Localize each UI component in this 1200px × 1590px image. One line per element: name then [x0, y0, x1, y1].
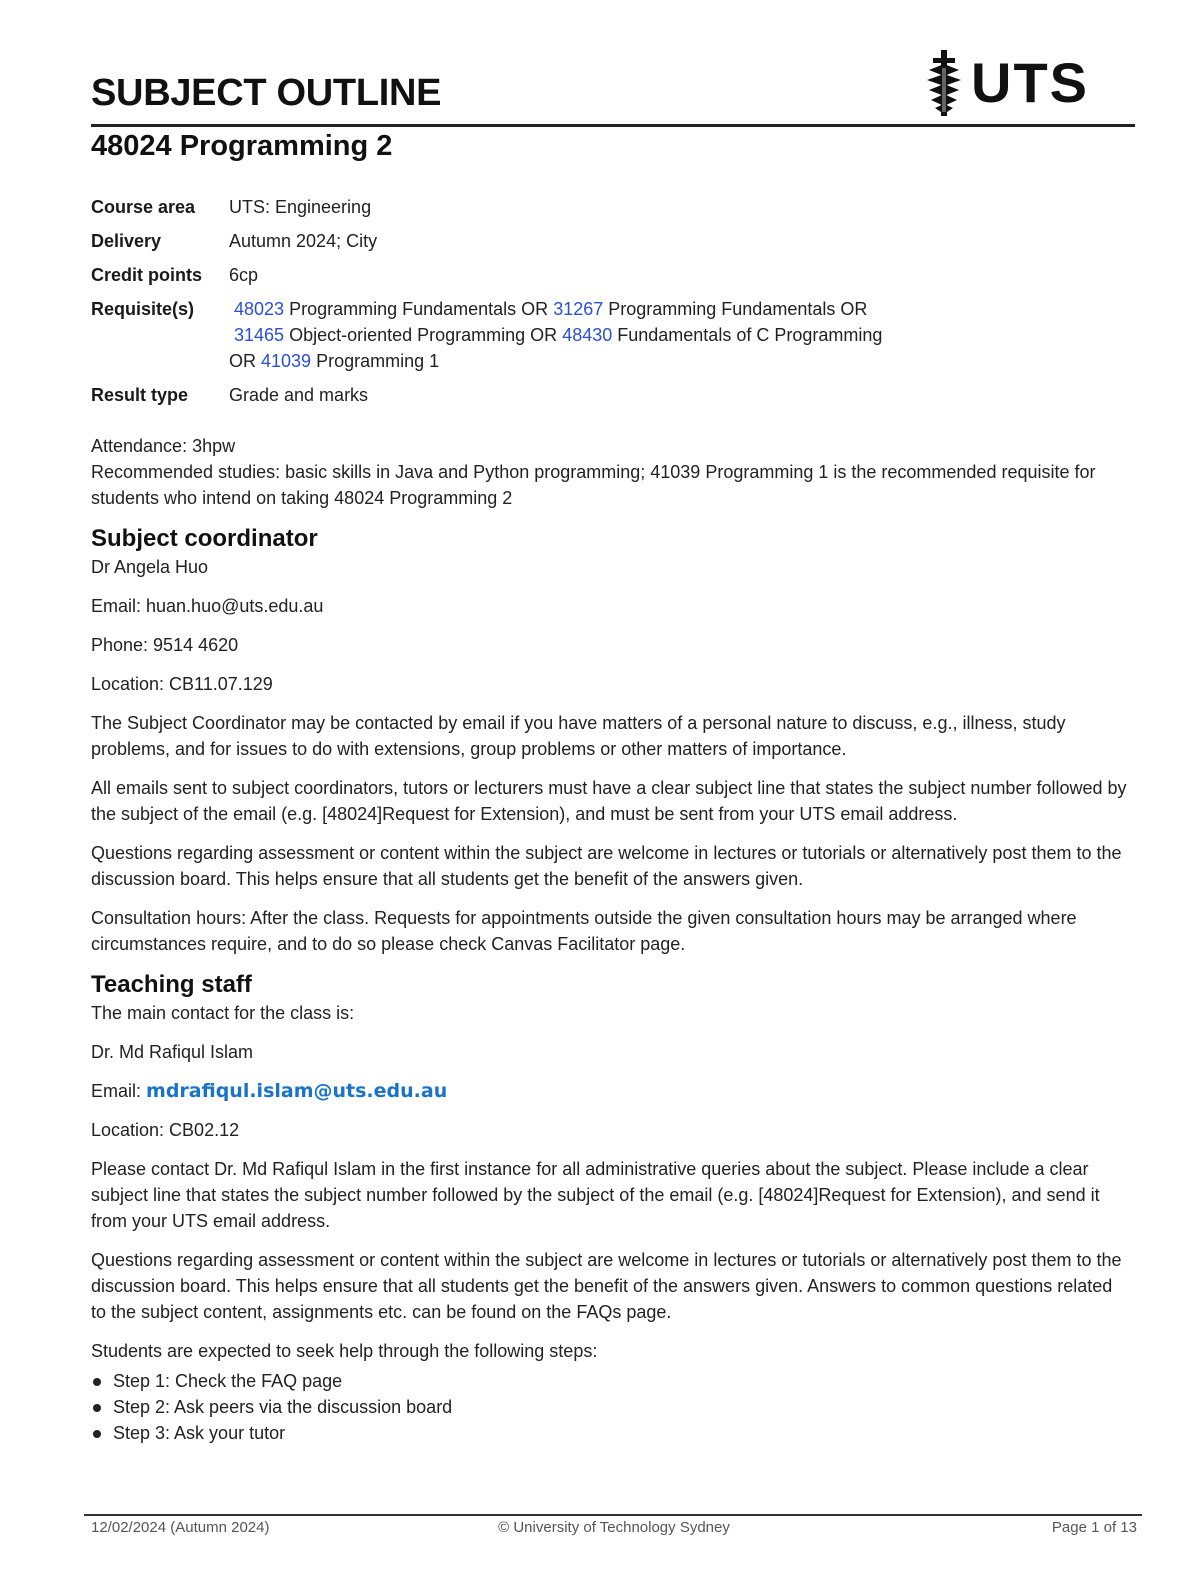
staff-location: Location: CB02.12 [91, 1120, 240, 1140]
step-text: Step 1: Check the FAQ page [113, 1371, 343, 1391]
list-item [91, 1368, 1131, 1394]
requisite-line [229, 322, 882, 348]
uts-logo [925, 50, 1089, 116]
coordinator-phone: Phone: 9514 4620 [91, 635, 239, 655]
step-text: Step 2: Ask peers via the discussion board [113, 1397, 453, 1417]
document-header [91, 51, 1135, 126]
document-body [91, 433, 1131, 1446]
requisite-link[interactable]: 48023 [234, 299, 285, 319]
requisite-name: Programming 1 [311, 351, 440, 371]
attendance-text: Attendance: 3hpw [91, 436, 236, 456]
meta-value: Autumn 2024; City [229, 231, 378, 251]
bullet-icon [93, 1378, 101, 1386]
header-divider [91, 124, 1135, 127]
staff-name: Dr. Md Rafiqul Islam [91, 1042, 254, 1062]
paragraph: The Subject Coordinator may be contacted by email if you have matters of a personal nature to discuss, e.g., illness, study problems, and for issues to do with extensions, group problems or other matters of importance. [91, 713, 1066, 759]
requisite-link[interactable]: 41039 [261, 351, 312, 371]
document-title: SUBJECT OUTLINE [91, 72, 442, 114]
paragraph: Questions regarding assessment or content within the subject are welcome in lectures or tutorials or alternatively post them to the discussion board. This helps ensure that all students get the benefit of the answers given. [91, 843, 1122, 889]
requisites-list [229, 296, 882, 374]
staff-email-link[interactable]: mdrafiqul.islam@uts.edu.au [146, 1080, 448, 1102]
subject-meta-table [91, 194, 1091, 416]
meta-value: 6cp [229, 265, 259, 285]
requisite-link[interactable]: 48430 [562, 325, 613, 345]
footer-date: 12/02/2024 (Autumn 2024) [91, 1519, 270, 1536]
meta-label: Requisite(s) [91, 299, 195, 319]
requisite-name: Programming Fundamentals OR [284, 299, 554, 319]
requisite-prefix: OR [229, 351, 262, 371]
help-steps-list [91, 1368, 1131, 1446]
section-heading-coordinator: Subject coordinator [91, 525, 318, 552]
requisite-name: Object-oriented Programming OR [284, 325, 563, 345]
staff-email-line [91, 1078, 1131, 1104]
section-heading-teaching-staff: Teaching staff [91, 971, 252, 998]
document-footer [91, 1519, 1137, 1539]
paragraph: All emails sent to subject coordinators, tutors or lecturers must have a clear subject line that states the subject number followed by the subject of the email (e.g. [48024]Request for Extension), and must be sent from your UTS email address. [91, 778, 1127, 824]
uts-crest-icon [925, 50, 963, 116]
meta-label: Credit points [91, 265, 202, 285]
bullet-icon [93, 1430, 101, 1438]
step-text: Step 3: Ask your tutor [113, 1423, 286, 1443]
coordinator-name: Dr Angela Huo [91, 557, 209, 577]
footer-page-number: Page 1 of 13 [1051, 1519, 1137, 1536]
footer-copyright: © University of Technology Sydney [498, 1519, 730, 1536]
paragraph: Please contact Dr. Md Rafiqul Islam in the first instance for all administrative queries about the subject. Please include a clear subject line that states the subject number followed by the subject of the email (e.g. [48024]Request for Extension), and send it from your UTS email address. [91, 1159, 1100, 1231]
meta-label: Course area [91, 197, 196, 217]
staff-email-label: Email: [91, 1081, 142, 1101]
meta-row-delivery [91, 228, 1091, 254]
meta-label: Result type [91, 385, 189, 405]
coordinator-location: Location: CB11.07.129 [91, 674, 273, 694]
list-item [91, 1394, 1131, 1420]
requisite-line [229, 296, 882, 322]
meta-value: UTS: Engineering [229, 197, 372, 217]
main-contact-text: The main contact for the class is: [91, 1003, 355, 1023]
footer-divider [84, 1514, 1142, 1516]
requisite-link[interactable]: 31465 [234, 325, 285, 345]
subject-heading: 48024 Programming 2 [91, 130, 393, 162]
meta-label: Delivery [91, 231, 162, 251]
requisite-link[interactable]: 31267 [553, 299, 604, 319]
coordinator-email: Email: huan.huo@uts.edu.au [91, 596, 324, 616]
requisite-name: Programming Fundamentals OR [603, 299, 868, 319]
steps-intro: Students are expected to seek help through the following steps: [91, 1341, 598, 1361]
paragraph: Consultation hours: After the class. Requests for appointments outside the given consultation hours may be arranged where circumstances require, and to do so please check Canvas Facilitator page. [91, 908, 1077, 954]
bullet-icon [93, 1404, 101, 1412]
meta-row-credit-points [91, 262, 1091, 288]
logo-text: UTS [971, 51, 1089, 114]
meta-row-course-area [91, 194, 1091, 220]
meta-row-result-type [91, 382, 1091, 408]
recommended-studies-text: Recommended studies: basic skills in Java and Python programming; 41039 Programming 1 is the recommended requisite for students who intend on taking 48024 Programming 2 [91, 462, 1096, 508]
requisite-line [229, 348, 882, 374]
paragraph: Questions regarding assessment or content within the subject are welcome in lectures or tutorials or alternatively post them to the discussion board. This helps ensure that all students get the benefit of the answers given. Answers to common questions related to the subject content, assignments etc. can be found on the FAQs page. [91, 1250, 1122, 1322]
meta-row-requisites [91, 296, 1091, 374]
list-item [91, 1420, 1131, 1446]
requisite-name: Fundamentals of C Programming [612, 325, 883, 345]
meta-value: Grade and marks [229, 385, 369, 405]
